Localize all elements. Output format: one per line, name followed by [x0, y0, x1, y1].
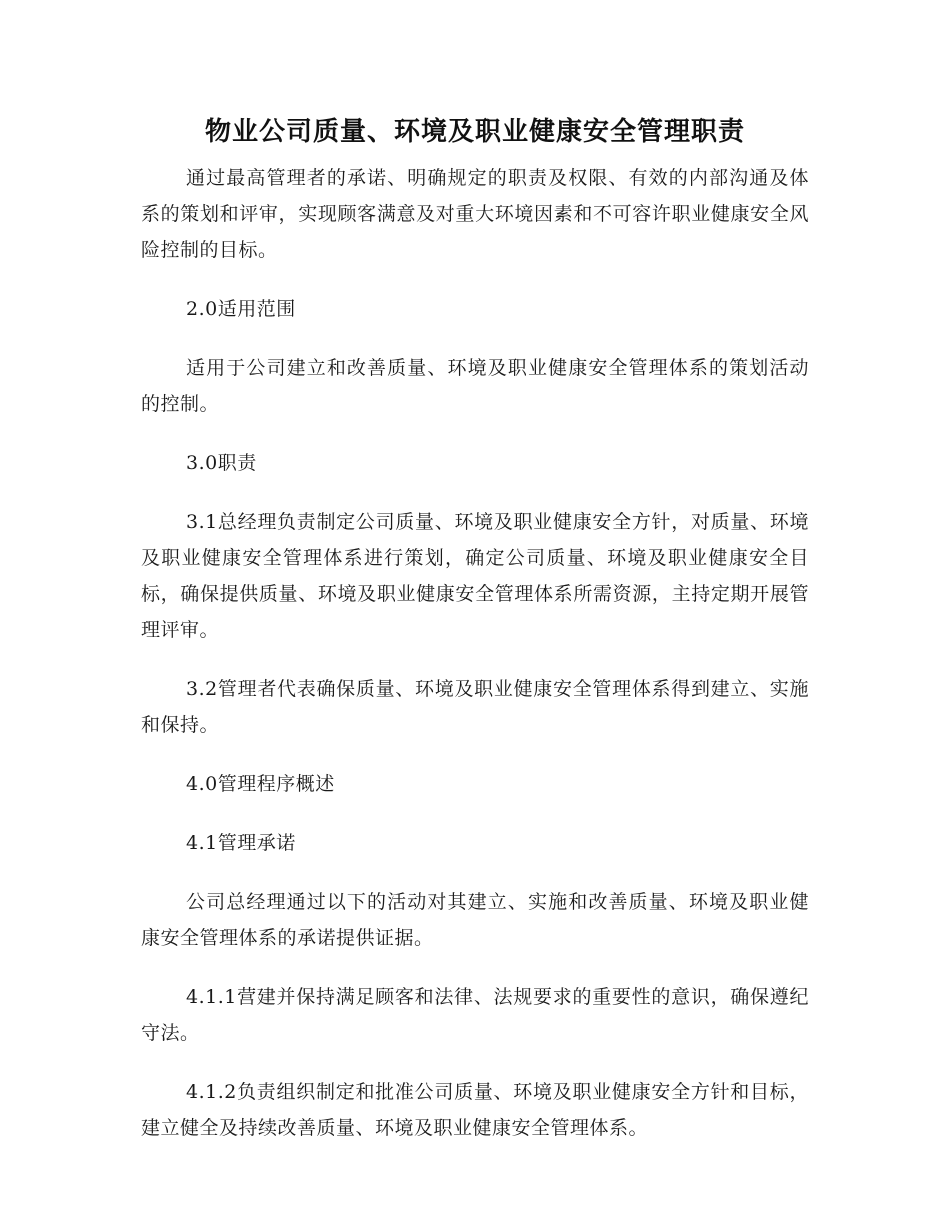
section-heading-responsibilities: 3.0职责	[186, 452, 257, 474]
commitment-4-1-1-paragraph: 4.1.1营建并保持满足顾客和法律、法规要求的重要性的意识，确保遵纪守法。	[141, 986, 809, 1044]
section-heading-management-commitment: 4.1管理承诺	[186, 832, 296, 854]
section-heading-procedure-overview: 4.0管理程序概述	[186, 773, 335, 795]
document-title: 物业公司质量、环境及职业健康安全管理职责	[204, 117, 745, 147]
commitment-4-1-2-paragraph: 4.1.2负责组织制定和批准公司质量、环境及职业健康安全方针和目标，建立健全及持续改善质量、环境及职业健康安全管理体系。	[141, 1081, 809, 1139]
intro-paragraph: 通过最高管理者的承诺、明确规定的职责及权限、有效的内部沟通及体系的策划和评审，实现顾客满意及对重大环境因素和不可容许职业健康安全风险控制的目标。	[141, 167, 809, 261]
section-heading-scope: 2.0适用范围	[186, 298, 296, 320]
document-page	[141, 112, 809, 1169]
responsibility-3-1-paragraph: 3.1总经理负责制定公司质量、环境及职业健康安全方针，对质量、环境及职业健康安全管理体系进行策划，确定公司质量、环境及职业健康安全目标，确保提供质量、环境及职业健康安全管理体系所需资源，主持定期开展管理评审。	[141, 511, 809, 641]
commitment-paragraph: 公司总经理通过以下的活动对其建立、实施和改善质量、环境及职业健康安全管理体系的承诺提供证据。	[141, 891, 809, 949]
scope-paragraph: 适用于公司建立和改善质量、环境及职业健康安全管理体系的策划活动的控制。	[141, 357, 809, 415]
responsibility-3-2-paragraph: 3.2管理者代表确保质量、环境及职业健康安全管理体系得到建立、实施和保持。	[141, 678, 809, 736]
